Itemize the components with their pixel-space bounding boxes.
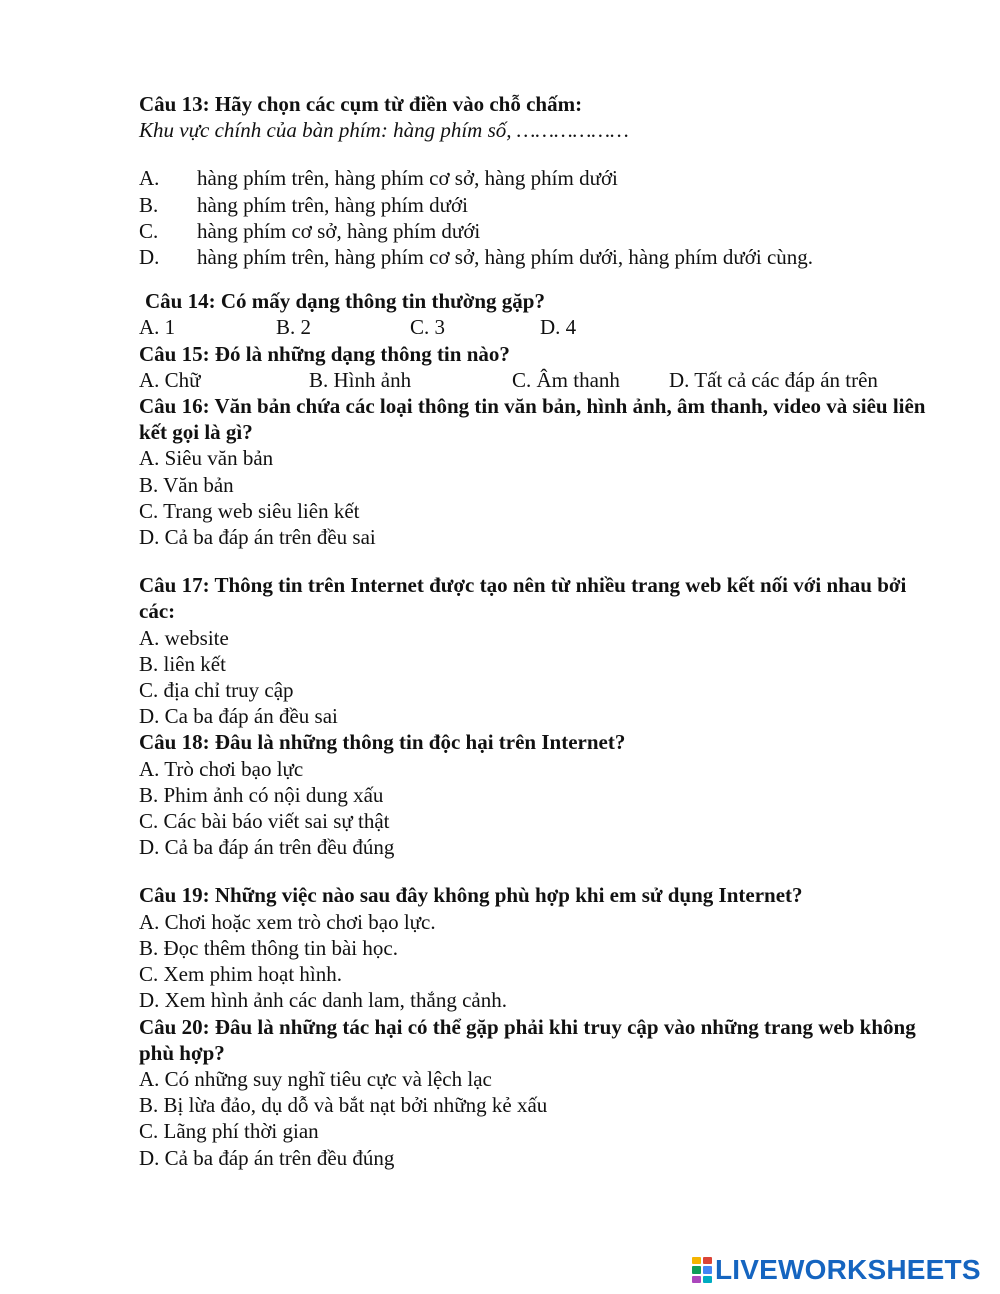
q17-title: Câu 17: Thông tin trên Internet được tạo nên từ nhiều trang web kết nối với nhau bởi các: bbox=[139, 573, 907, 624]
q13-prompt: Khu vực chính của bàn phím: hàng phím số, ……………… bbox=[139, 118, 629, 143]
q20-title: Câu 20: Đâu là những tác hại có thể gặp phải khi truy cập vào những trang web không phù hợp? bbox=[139, 1014, 916, 1065]
q17-option-a[interactable]: A. website bbox=[139, 625, 229, 650]
q14-option-d[interactable]: D. 4 bbox=[540, 315, 577, 340]
q14-option-b[interactable]: B. 2 bbox=[276, 315, 312, 340]
q13-title: Câu 13: Hãy chọn các cụm từ điền vào chỗ chấm: bbox=[139, 92, 583, 116]
q13-option-c[interactable]: C. hàng phím cơ sở, hàng phím dưới bbox=[139, 218, 481, 243]
q19-option-c[interactable]: C. Xem phim hoạt hình. bbox=[139, 962, 342, 987]
q19-title: Câu 19: Những việc nào sau đây không phù hợp khi em sử dụng Internet? bbox=[139, 883, 803, 908]
q14-option-c[interactable]: C. 3 bbox=[410, 315, 446, 340]
q16-option-b[interactable]: B. Văn bản bbox=[139, 472, 234, 497]
q16-title: Câu 16: Văn bản chứa các loại thông tin văn bản, hình ảnh, âm thanh, video và siêu liên kết gọi là gì? bbox=[139, 394, 926, 445]
q19-option-d[interactable]: D. Xem hình ảnh các danh lam, thắng cảnh. bbox=[139, 988, 507, 1013]
liveworksheets-logo bbox=[692, 1252, 981, 1288]
worksheet-page bbox=[139, 91, 939, 1171]
q13-option-a[interactable]: A. hàng phím trên, hàng phím cơ sở, hàng phím dưới bbox=[139, 166, 618, 191]
q13-option-b[interactable]: B. hàng phím trên, hàng phím dưới bbox=[139, 192, 468, 217]
q18-option-b[interactable]: B. Phim ảnh có nội dung xấu bbox=[139, 782, 384, 807]
q20-option-c[interactable]: C. Lãng phí thời gian bbox=[139, 1119, 319, 1144]
q16-option-c[interactable]: C. Trang web siêu liên kết bbox=[139, 498, 360, 523]
q17-option-c[interactable]: C. địa chỉ truy cập bbox=[139, 678, 294, 703]
q19-option-a[interactable]: A. Chơi hoặc xem trò chơi bạo lực. bbox=[139, 909, 436, 934]
q13-option-d[interactable]: D. hàng phím trên, hàng phím cơ sở, hàng phím dưới, hàng phím dưới cùng. bbox=[139, 245, 814, 270]
logo-text: LIVEWORKSHEETS bbox=[715, 1254, 981, 1285]
q14-option-a[interactable]: A. 1 bbox=[139, 315, 176, 340]
q15-option-d[interactable]: D. Tất cả các đáp án trên bbox=[669, 367, 878, 392]
q18-option-c[interactable]: C. Các bài báo viết sai sự thật bbox=[139, 809, 390, 834]
q16-option-a[interactable]: A. Siêu văn bản bbox=[139, 446, 274, 471]
q15-option-c[interactable]: C. Âm thanh bbox=[512, 367, 620, 392]
q14-title: Câu 14: Có mấy dạng thông tin thường gặp? bbox=[145, 289, 545, 314]
q20-option-d[interactable]: D. Cả ba đáp án trên đều đúng bbox=[139, 1145, 395, 1170]
q19-option-b[interactable]: B. Đọc thêm thông tin bài học. bbox=[139, 935, 398, 960]
q18-option-d[interactable]: D. Cả ba đáp án trên đều đúng bbox=[139, 835, 395, 860]
logo-grid-icon bbox=[692, 1257, 712, 1283]
q15-title: Câu 15: Đó là những dạng thông tin nào? bbox=[139, 341, 510, 366]
q20-option-b[interactable]: B. Bị lừa đảo, dụ dỗ và bắt nạt bởi những kẻ xấu bbox=[139, 1093, 548, 1118]
q18-title: Câu 18: Đâu là những thông tin độc hại trên Internet? bbox=[139, 730, 626, 755]
q20-option-a[interactable]: A. Có những suy nghĩ tiêu cực và lệch lạc bbox=[139, 1066, 492, 1091]
q15-options bbox=[139, 367, 939, 393]
q15-option-a[interactable]: A. Chữ bbox=[139, 367, 201, 392]
q17-option-b[interactable]: B. liên kết bbox=[139, 651, 226, 676]
q16-option-d[interactable]: D. Cả ba đáp án trên đều sai bbox=[139, 525, 376, 550]
q17-option-d[interactable]: D. Ca ba đáp án đều sai bbox=[139, 704, 338, 729]
q18-option-a[interactable]: A. Trò chơi bạo lực bbox=[139, 756, 304, 781]
q15-option-b[interactable]: B. Hình ảnh bbox=[309, 367, 412, 392]
q14-options bbox=[139, 314, 939, 340]
